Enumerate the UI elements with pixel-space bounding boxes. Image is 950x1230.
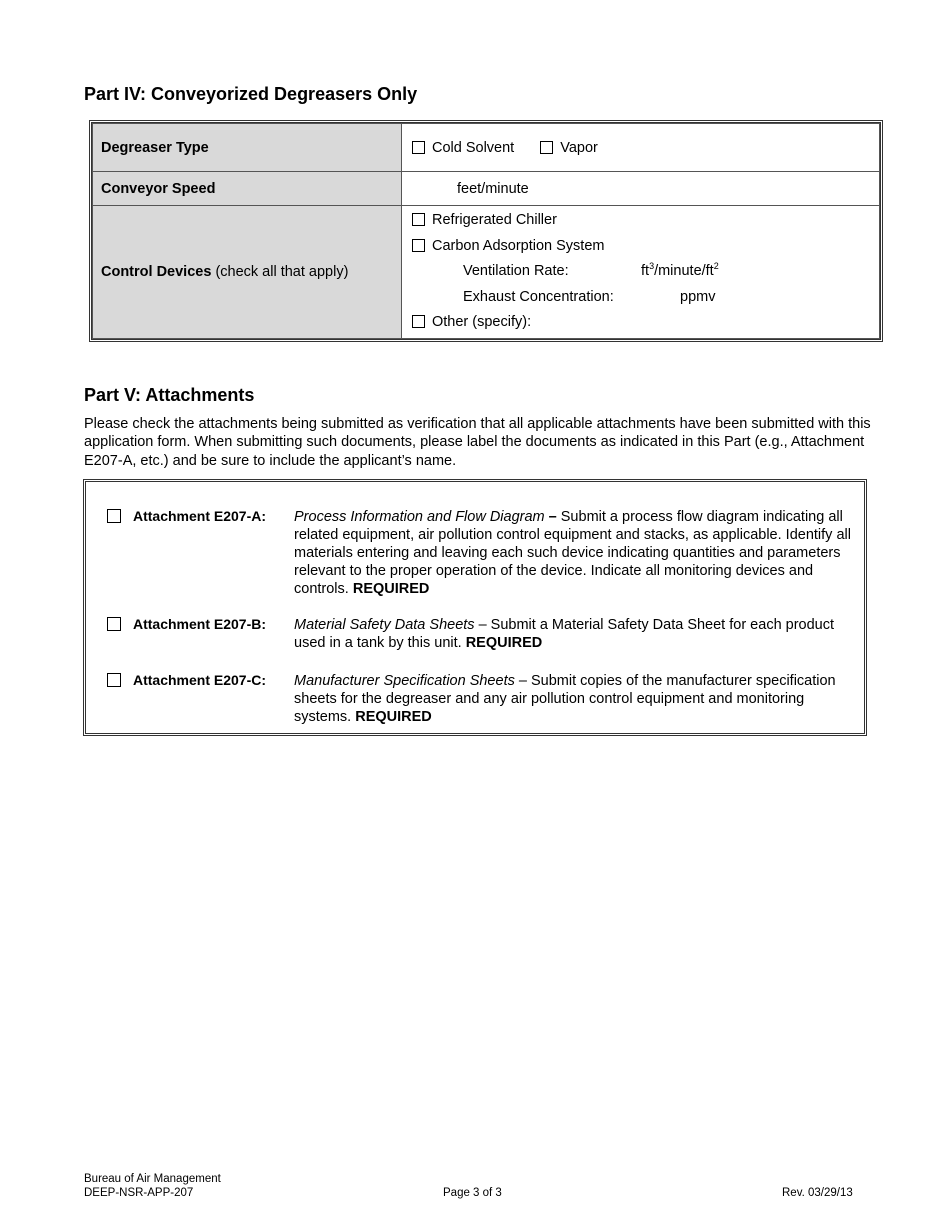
refrigerated-chiller-checkbox[interactable] bbox=[412, 213, 425, 226]
attachment-description: Material Safety Data Sheets – Submit a Material Safety Data Sheet for each product used in a tank by this unit. REQUIRED bbox=[294, 617, 835, 651]
other-label: Other (specify): bbox=[432, 314, 532, 331]
attachment-c-checkbox[interactable] bbox=[107, 673, 121, 687]
exhaust-concentration-row bbox=[412, 285, 879, 311]
ventilation-rate-label: Ventilation Rate: bbox=[463, 263, 569, 280]
carbon-adsorption-label: Carbon Adsorption System bbox=[432, 237, 605, 254]
exhaust-concentration-unit: ppmv bbox=[680, 288, 716, 305]
refrigerated-chiller-label: Refrigerated Chiller bbox=[432, 212, 557, 229]
part-iv-heading: Part IV: Conveyorized Degreasers Only bbox=[84, 84, 418, 104]
cold-solvent-checkbox[interactable] bbox=[412, 141, 425, 154]
refrigerated-chiller-option[interactable] bbox=[412, 208, 879, 234]
part-v-heading: Part V: Attachments bbox=[84, 385, 255, 405]
attachments-box bbox=[83, 479, 867, 736]
attachments-instructions: Please check the attachments being submitted as verification that all applicable attachments have been submitted with this application form. When submitting such documents, please label the documents as indicated in this Part (e.g., Attachment E207-A, etc.) and be sure to include the applicant’s name. bbox=[84, 416, 871, 469]
degreaser-details-table bbox=[89, 120, 883, 342]
conveyor-speed-unit: feet/minute bbox=[457, 180, 529, 197]
exhaust-concentration-label: Exhaust Concentration: bbox=[463, 288, 614, 305]
attachment-description: Manufacturer Specification Sheets – Submit copies of the manufacturer specification sheets for the degreaser and any air pollution control equipment and monitoring systems. REQUIRED bbox=[294, 673, 836, 725]
carbon-adsorption-checkbox[interactable] bbox=[412, 239, 425, 252]
vapor-label: Vapor bbox=[560, 139, 598, 156]
ventilation-rate-row bbox=[412, 259, 879, 285]
footer-bureau: Bureau of Air Management bbox=[84, 1173, 221, 1185]
other-option[interactable] bbox=[412, 310, 879, 336]
attachment-name: Attachment E207-C: bbox=[133, 672, 267, 688]
control-devices-options bbox=[402, 206, 880, 339]
degreaser-type-label: Degreaser Type bbox=[93, 124, 402, 172]
control-devices-label: Control Devices bbox=[101, 264, 212, 280]
vapor-option[interactable] bbox=[540, 140, 598, 156]
attachment-name: Attachment E207-B: bbox=[133, 616, 267, 632]
conveyor-speed-label: Conveyor Speed bbox=[93, 172, 402, 206]
cold-solvent-option[interactable] bbox=[412, 140, 514, 156]
attachment-description: Process Information and Flow Diagram – Submit a process flow diagram indicating all related equipment, air pollution control equipment and stacks, as applicable. Identify all materials entering and leaving each such device indicating quantities and parameters relevant to the proper operation of the device. Indicate all monitoring devices and controls. REQUIRED bbox=[294, 509, 851, 597]
control-devices-note: (check all that apply) bbox=[215, 264, 349, 280]
cold-solvent-label: Cold Solvent bbox=[432, 139, 515, 156]
attachment-b-checkbox[interactable] bbox=[107, 617, 121, 631]
control-devices-label-cell bbox=[93, 206, 402, 339]
vapor-checkbox[interactable] bbox=[540, 141, 553, 154]
attachment-a-checkbox[interactable] bbox=[107, 509, 121, 523]
footer-revision: Rev. 03/29/13 bbox=[782, 1187, 853, 1199]
carbon-adsorption-option[interactable] bbox=[412, 234, 879, 260]
degreaser-type-options bbox=[402, 124, 880, 172]
conveyor-speed-field[interactable] bbox=[402, 172, 880, 206]
attachment-name: Attachment E207-A: bbox=[133, 508, 267, 524]
other-checkbox[interactable] bbox=[412, 315, 425, 328]
footer-office bbox=[84, 1173, 221, 1200]
ventilation-rate-unit: $ft^3/minute/ft^2$ bbox=[641, 261, 719, 280]
footer-form-id: DEEP-NSR-APP-207 bbox=[84, 1186, 194, 1199]
footer-page-number: Page 3 of 3 bbox=[443, 1187, 502, 1199]
